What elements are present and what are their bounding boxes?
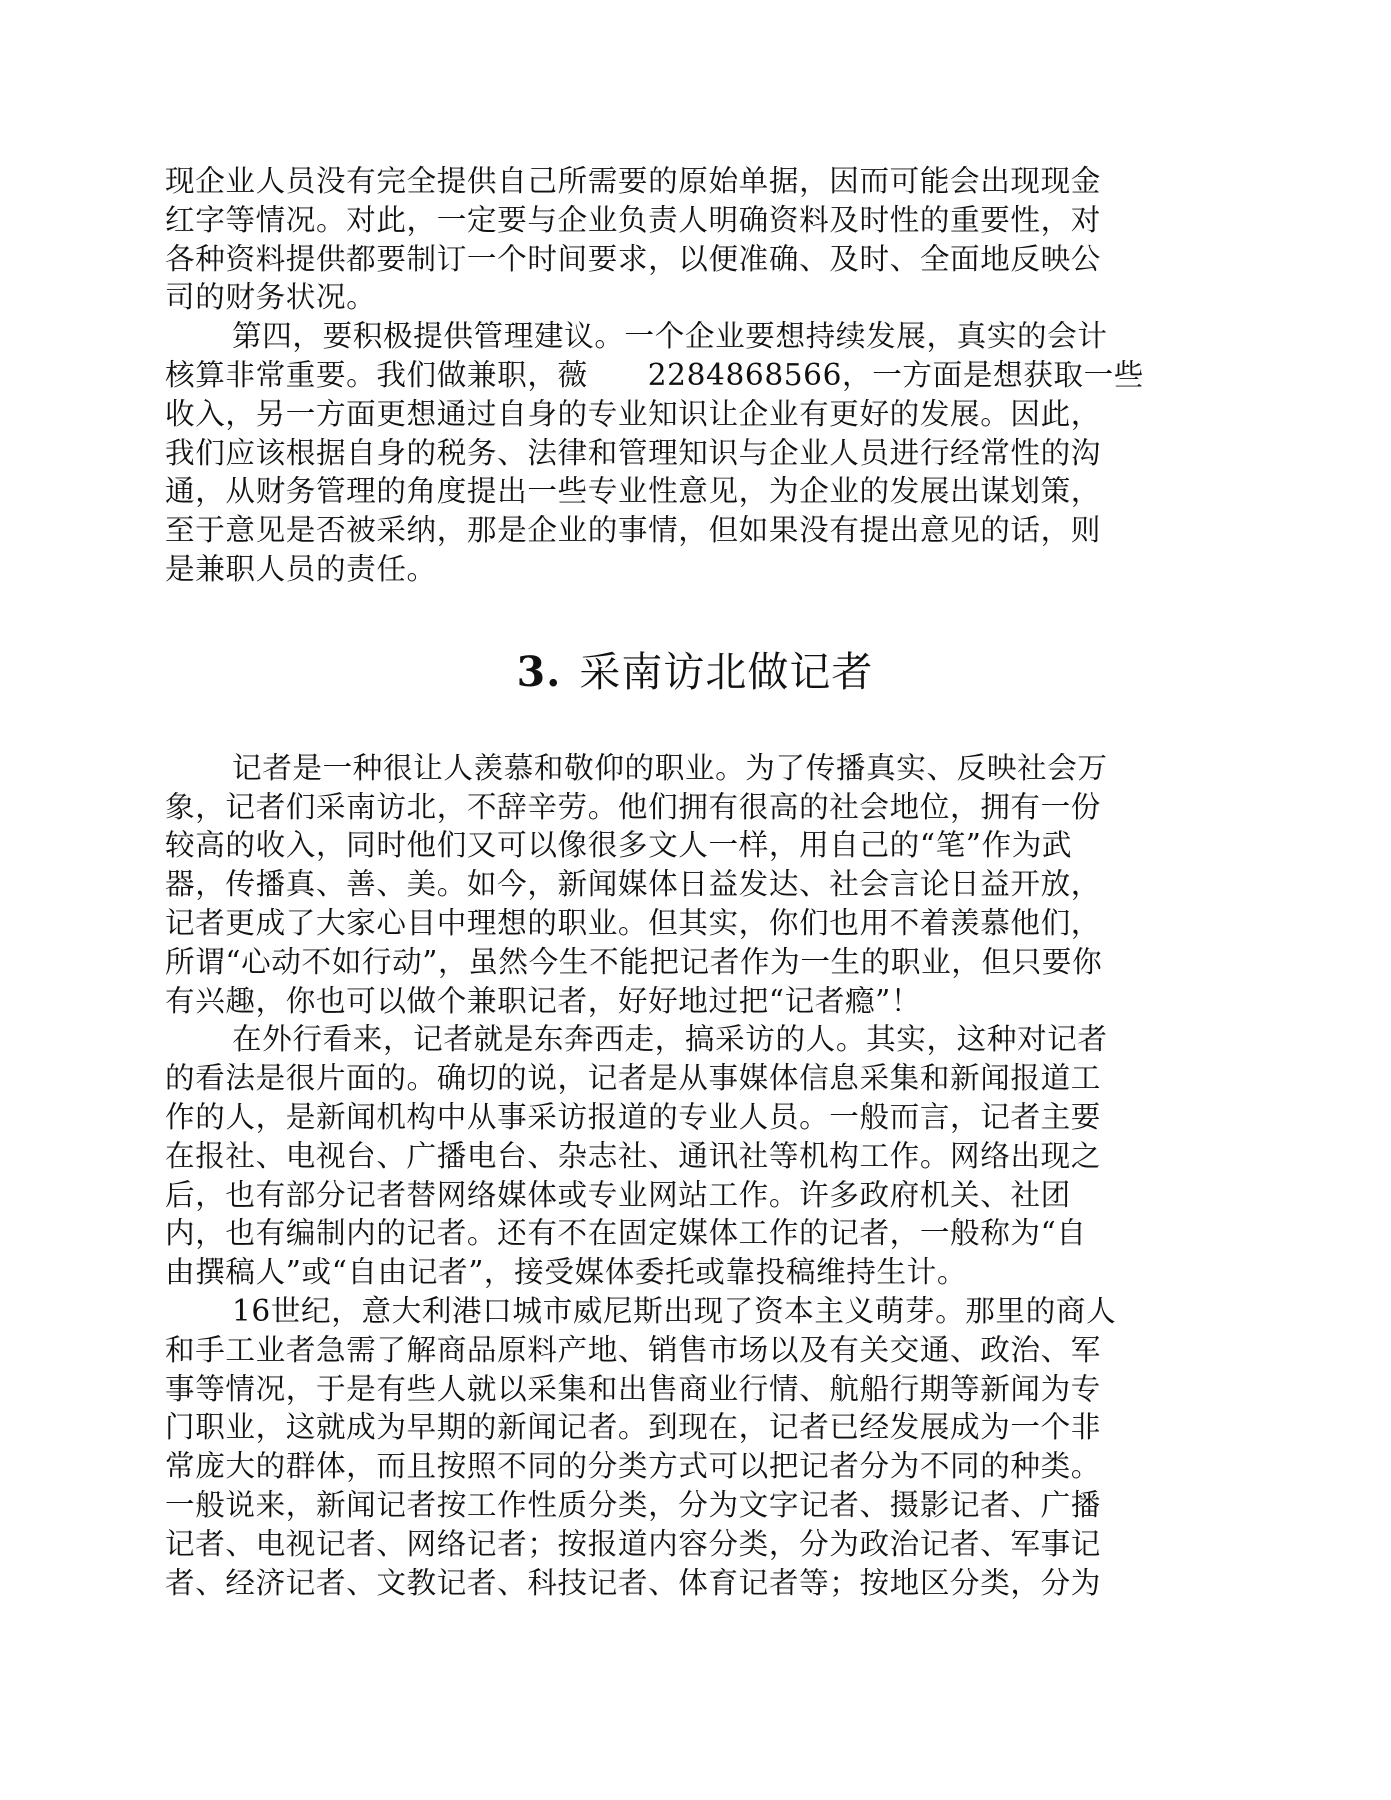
text-line: 所谓“心动不如行动”，虽然今生不能把记者作为一生的职业，但只要你: [165, 944, 1103, 979]
section-title: 采南访北做记者: [579, 647, 874, 696]
text-line: 红字等情况。对此，一定要与企业负责人明确资料及时性的重要性，对: [165, 202, 1102, 237]
text-line: 由撰稿人”或“自由记者”，接受媒体委托或靠投稿维持生计。: [165, 1255, 968, 1290]
text-line: 16世纪，意大利港口城市威尼斯出现了资本主义萌芽。那里的商人: [232, 1293, 1117, 1328]
intro-paragraph: [165, 162, 1225, 317]
text-line: 至于意见是否被采纳，那是企业的事情，但如果没有提出意见的话，则: [165, 513, 1102, 548]
text-line: 后，也有部分记者替网络媒体或专业网站工作。许多政府机关、社团: [165, 1177, 1071, 1212]
text-line: 门职业，这就成为早期的新闻记者。到现在，记者已经发展成为一个非: [165, 1410, 1102, 1445]
text-line: 第四，要积极提供管理建议。一个企业要想持续发展，真实的会计: [232, 319, 1108, 354]
text-line: 记者是一种很让人羡慕和敬仰的职业。为了传播真实、反映社会万: [232, 750, 1108, 785]
paragraph-reporter-history: [165, 1292, 1225, 1602]
section-heading: [165, 647, 1225, 697]
text-line: 记者更成了大家心目中理想的职业。但其实，你们也用不着羡慕他们，: [165, 905, 1102, 940]
text-line: 有兴趣，你也可以做个兼职记者，好好地过把“记者瘾”！: [165, 983, 922, 1018]
text-line: 收入，另一方面更想通过自身的专业知识让企业有更好的发展。因此，: [165, 396, 1102, 431]
text-line: 一般说来，新闻记者按工作性质分类，分为文字记者、摄影记者、广播: [165, 1487, 1102, 1522]
text-line: 是兼职人员的责任。: [165, 551, 437, 586]
paragraph-management-advice: [165, 317, 1225, 589]
text-line: 常庞大的群体，而且按照不同的分类方式可以把记者分为不同的种类。: [165, 1449, 1102, 1484]
text-line: 象，记者们采南访北，不辞辛劳。他们拥有很高的社会地位，拥有一份: [165, 789, 1102, 824]
section-number: 3.: [516, 647, 562, 696]
document-page: [165, 162, 1225, 1602]
text-line: 我们应该根据自身的税务、法律和管理知识与企业人员进行经常性的沟: [165, 435, 1102, 470]
text-line: 器，传播真、善、美。如今，新闻媒体日益发达、社会言论日益开放，: [165, 867, 1102, 902]
text-line: 记者、电视记者、网络记者；按报道内容分类，分为政治记者、军事记: [165, 1526, 1102, 1561]
paragraph-reporter-intro: [165, 749, 1225, 1021]
text-line: 在报社、电视台、广播电台、杂志社、通讯社等机构工作。网络出现之: [165, 1138, 1102, 1173]
text-line: 现企业人员没有完全提供自己所需要的原始单据，因而可能会出现现金: [165, 164, 1102, 198]
text-line: 和手工业者急需了解商品原料产地、销售市场以及有关交通、政治、军: [165, 1332, 1102, 1367]
text-line: 在外行看来，记者就是东奔西走，搞采访的人。其实，这种对记者: [232, 1022, 1108, 1057]
text-line: 各种资料提供都要制订一个时间要求，以便准确、及时、全面地反映公: [165, 241, 1102, 276]
text-line: 司的财务状况。: [165, 280, 377, 315]
paragraph-reporter-definition: [165, 1020, 1225, 1292]
text-line: 通，从财务管理的角度提出一些专业性意见，为企业的发展出谋划策，: [165, 474, 1102, 509]
text-line: 核算非常重要。我们做兼职，薇 2284868566，一方面是想获取一些: [165, 357, 1144, 392]
text-line: 者、经济记者、文教记者、科技记者、体育记者等；按地区分类，分为: [165, 1565, 1102, 1600]
text-line: 的看法是很片面的。确切的说，记者是从事媒体信息采集和新闻报道工: [165, 1061, 1102, 1096]
text-line: 内，也有编制内的记者。还有不在固定媒体工作的记者，一般称为“自: [165, 1216, 1087, 1251]
text-line: 作的人，是新闻机构中从事采访报道的专业人员。一般而言，记者主要: [165, 1099, 1102, 1134]
text-line: 较高的收入，同时他们又可以像很多文人一样，用自己的“笔”作为武: [165, 828, 1073, 863]
text-line: 事等情况，于是有些人就以采集和出售商业行情、航船行期等新闻为专: [165, 1371, 1102, 1406]
